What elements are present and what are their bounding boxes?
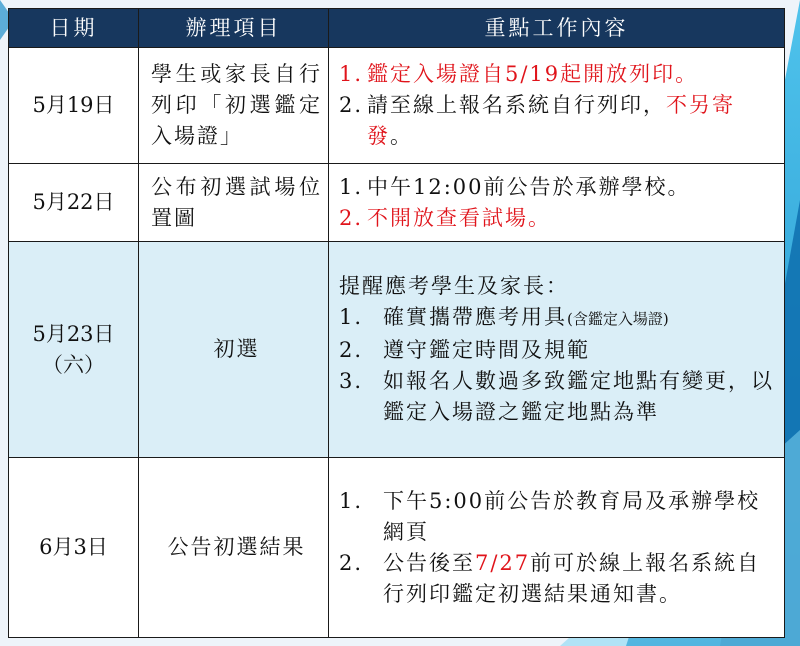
content-line — [339, 335, 774, 366]
line-number: 2. — [339, 93, 364, 117]
content-line — [339, 90, 774, 152]
table-row — [9, 164, 785, 242]
line-number: 1. — [339, 62, 364, 86]
content-line — [339, 172, 774, 203]
table-row — [9, 48, 785, 164]
line-text — [383, 302, 774, 335]
line-text-part: 確實攜帶應考用具 — [383, 305, 567, 329]
line-text-highlight: 不另寄發 — [367, 93, 735, 148]
line-number: 1. — [339, 305, 364, 329]
row-content — [329, 48, 785, 164]
line-text-part: 前可於線上報名系統自行列印鑑定初選結果通知書。 — [383, 550, 761, 606]
table-row — [9, 458, 785, 638]
schedule-table — [8, 8, 785, 638]
row-date: 5月22日 — [9, 164, 139, 242]
line-number: 2. — [339, 338, 364, 362]
header-date: 日期 — [9, 9, 139, 48]
line-text-part: 請至線上報名系統自行列印， — [367, 93, 666, 117]
line-number: 1. — [339, 488, 364, 513]
row-item: 公布初選試場位置圖 — [139, 164, 329, 242]
line-text-part: 。 — [390, 124, 413, 148]
line-text: 不開放查看試場。 — [367, 205, 551, 230]
row-date-weekday: （六） — [42, 352, 105, 377]
content-line — [339, 59, 774, 90]
row-content — [329, 164, 785, 242]
content-line — [339, 302, 774, 335]
line-number: 1. — [339, 174, 364, 199]
line-note: (含鑑定入場證) — [567, 310, 669, 328]
line-number: 2. — [339, 205, 364, 230]
row-item: 學生或家長自行列印「初選鑑定入場證」 — [139, 48, 329, 164]
line-text — [367, 90, 774, 152]
line-text-part: 公告後至 — [383, 550, 475, 575]
row-date — [9, 242, 139, 458]
content-intro: 提醒應考學生及家長： — [339, 274, 569, 298]
line-text: 下午5:00前公告於教育局及承辦學校網頁 — [383, 488, 761, 544]
line-text: 遵守鑑定時間及規範 — [383, 338, 590, 362]
row-content — [329, 458, 785, 638]
content-line — [339, 203, 774, 234]
row-date: 5月19日 — [9, 48, 139, 164]
header-item: 辦理項目 — [139, 9, 329, 48]
content-line — [339, 548, 774, 610]
row-date: 6月3日 — [9, 458, 139, 638]
line-text: 如報名人數過多致鑑定地點有變更，以鑑定入場證之鑑定地點為準 — [383, 369, 774, 424]
content-line — [339, 486, 774, 548]
row-content — [329, 242, 785, 458]
line-text: 鑑定入場證自5/19起開放列印。 — [367, 62, 699, 86]
header-content: 重點工作內容 — [329, 9, 785, 48]
row-item: 初選 — [139, 242, 329, 458]
table-row — [9, 242, 785, 458]
line-number: 3. — [339, 369, 364, 393]
row-date-main: 5月23日 — [32, 321, 115, 346]
row-item: 公告初選結果 — [139, 458, 329, 638]
header-row — [9, 9, 785, 48]
line-text: 中午12:00前公告於承辦學校。 — [367, 174, 691, 199]
line-text-highlight: 7/27 — [475, 550, 531, 575]
line-text — [383, 548, 774, 610]
line-number: 2. — [339, 550, 364, 575]
content-line — [339, 366, 774, 428]
